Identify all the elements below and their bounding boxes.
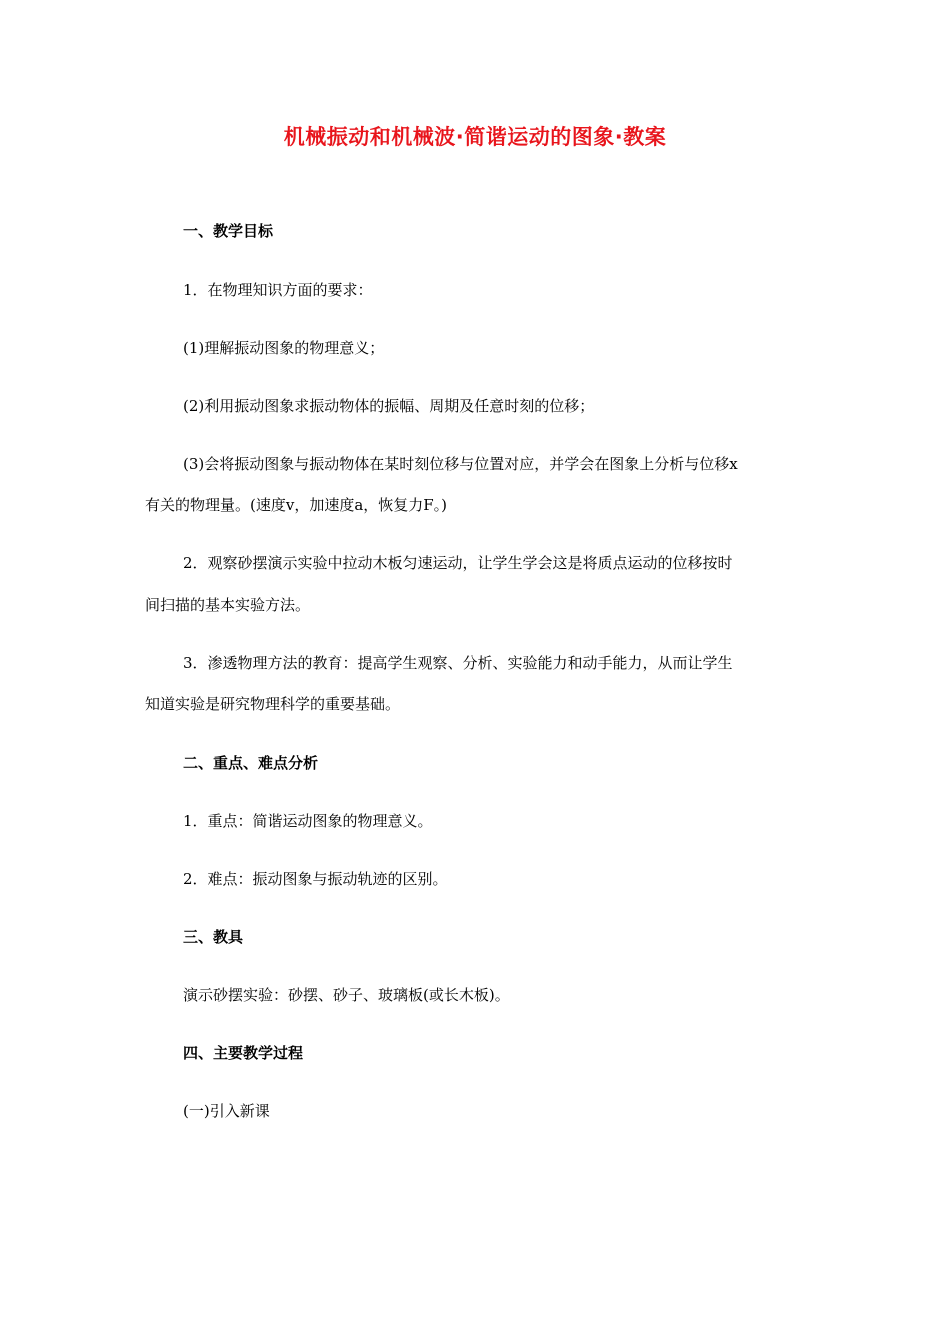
paragraph-line: 有关的物理量。(速度v，加速度a，恢复力F。) [145, 496, 448, 514]
section-heading-teaching-objectives: 一、教学目标 [183, 222, 274, 240]
paragraph-line: (一)引入新课 [183, 1102, 270, 1120]
document-title: 机械振动和机械波·简谐运动的图象·教案 [283, 125, 667, 149]
paragraph-line: 1．在物理知识方面的要求： [183, 281, 373, 299]
section-heading-key-points: 二、重点、难点分析 [183, 754, 319, 772]
paragraph-line: 1．重点：简谐运动图象的物理意义。 [183, 812, 433, 830]
paragraph-line: (3)会将振动图象与振动物体在某时刻位移与位置对应，并学会在图象上分析与位移x [183, 455, 738, 473]
paragraph-line: 2．观察砂摆演示实验中拉动木板匀速运动，让学生学会这是将质点运动的位移按时 [183, 554, 733, 572]
paragraph-line: (1)理解振动图象的物理意义； [183, 339, 385, 357]
section-heading-teaching-process: 四、主要教学过程 [183, 1044, 304, 1062]
paragraph-line: 2．难点：振动图象与振动轨迹的区别。 [183, 870, 448, 888]
paragraph-line: 间扫描的基本实验方法。 [145, 596, 311, 614]
paragraph-line: 知道实验是研究物理科学的重要基础。 [145, 695, 401, 713]
paragraph-line: (2)利用振动图象求振动物体的振幅、周期及任意时刻的位移； [183, 397, 595, 415]
section-heading-teaching-aids: 三、教具 [183, 928, 244, 946]
paragraph-line: 演示砂摆实验：砂摆、砂子、玻璃板(或长木板)。 [183, 986, 510, 1004]
paragraph-line: 3．渗透物理方法的教育：提高学生观察、分析、实验能力和动手能力，从而让学生 [183, 654, 733, 672]
